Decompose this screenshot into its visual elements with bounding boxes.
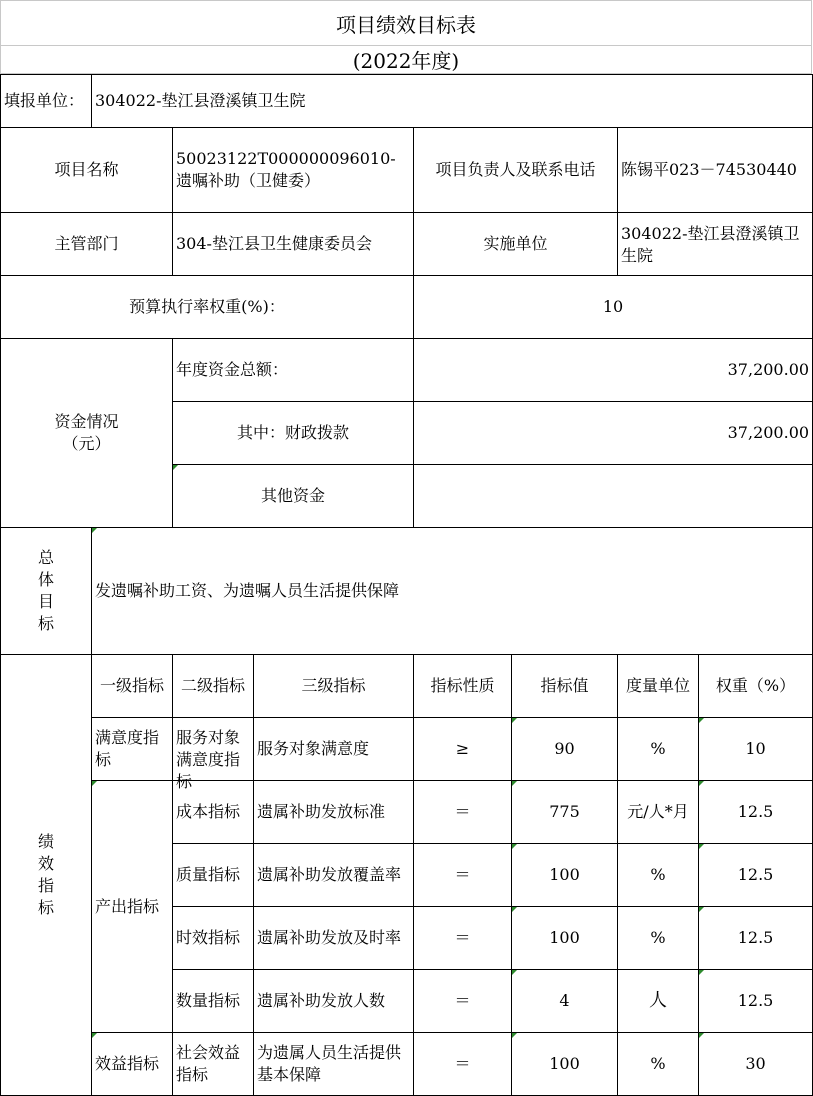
funds-total-value: 37,200.00 [414, 339, 813, 402]
funds-total-row [1, 339, 813, 402]
header-weight: 权重（%） [699, 655, 813, 718]
row-weight: 12.5 [699, 844, 813, 907]
project-leader-value: 陈锡平023－74530440 [618, 128, 813, 213]
row-weight: 30 [699, 1033, 813, 1096]
funds-fiscal-label: 其中：财政拨款 [173, 402, 414, 465]
row-value: 100 [512, 844, 618, 907]
row-weight: 12.5 [699, 907, 813, 970]
header-value: 指标值 [512, 655, 618, 718]
row-nature: ＝ [414, 781, 512, 844]
row-l2-text: 服务对象满意度指标 [176, 728, 241, 791]
project-name-label: 项目名称 [1, 128, 173, 213]
dept-value: 304-垫江县卫生健康委员会 [173, 213, 414, 276]
filing-unit-value: 304022-垫江县澄溪镇卫生院 [92, 75, 813, 128]
overall-value: 发遗嘱补助工资、为遗嘱人员生活提供保障 [92, 528, 813, 655]
row-unit: 元/人*月 [618, 781, 699, 844]
indicator-row [1, 1033, 813, 1096]
sheet-year: (2022年度) [0, 46, 812, 74]
row-unit: % [618, 718, 699, 781]
header-l3: 三级指标 [254, 655, 414, 718]
row-weight: 12.5 [699, 970, 813, 1033]
row-nature: ＝ [414, 844, 512, 907]
overall-target-row [1, 528, 813, 655]
budget-rate-value: 10 [414, 276, 813, 339]
funds-label [1, 339, 173, 528]
funds-other-label: 其他资金 [173, 465, 414, 528]
row-l3: 为遗属人员生活提供基本保障 [254, 1033, 414, 1096]
row-l2: 数量指标 [173, 970, 254, 1033]
impl-value: 304022-垫江县澄溪镇卫生院 [618, 213, 813, 276]
sheet-title: 项目绩效目标表 [0, 0, 812, 46]
department-row [1, 213, 813, 276]
perf-label [1, 655, 92, 1096]
budget-rate-row [1, 276, 813, 339]
row-unit: 人 [618, 970, 699, 1033]
row-l3: 遗属补助发放人数 [254, 970, 414, 1033]
filing-unit-row [1, 75, 813, 128]
row-l1-output: 产出指标 [92, 781, 173, 1033]
project-name-row [1, 128, 813, 213]
row-nature: ＝ [414, 970, 512, 1033]
row-nature: ≥ [414, 718, 512, 781]
row-value: 90 [512, 718, 618, 781]
header-l2: 二级指标 [173, 655, 254, 718]
funds-label-text: 资金情况（元） [54, 412, 119, 453]
target-table [0, 74, 813, 1096]
dept-label: 主管部门 [1, 213, 173, 276]
row-l2: 社会效益指标 [173, 1033, 254, 1096]
budget-rate-label: 预算执行率权重(%)： [1, 276, 414, 339]
row-value: 4 [512, 970, 618, 1033]
row-l3: 遗属补助发放标准 [254, 781, 414, 844]
indicator-row [1, 718, 813, 781]
overall-label-text: 总体目标 [37, 548, 54, 633]
project-name-value: 50023122T000000096010-遗嘱补助（卫健委） [173, 128, 414, 213]
row-l2: 质量指标 [173, 844, 254, 907]
row-l2: 时效指标 [173, 907, 254, 970]
row-weight: 10 [699, 718, 813, 781]
header-unit: 度量单位 [618, 655, 699, 718]
row-value: 100 [512, 907, 618, 970]
row-l3: 服务对象满意度 [254, 718, 414, 781]
filing-unit-label: 填报单位： [1, 75, 92, 128]
row-unit: % [618, 907, 699, 970]
row-value: 100 [512, 1033, 618, 1096]
row-l3: 遗属补助发放覆盖率 [254, 844, 414, 907]
row-value: 775 [512, 781, 618, 844]
project-leader-label: 项目负责人及联系电话 [414, 128, 618, 213]
header-l1: 一级指标 [92, 655, 173, 718]
row-unit: % [618, 1033, 699, 1096]
row-l1: 效益指标 [92, 1033, 173, 1096]
funds-total-label: 年度资金总额： [173, 339, 414, 402]
row-weight: 12.5 [699, 781, 813, 844]
funds-fiscal-value: 37,200.00 [414, 402, 813, 465]
row-l2 [173, 718, 254, 791]
row-unit: % [618, 844, 699, 907]
row-l1: 满意度指标 [92, 718, 173, 781]
row-l2: 成本指标 [173, 781, 254, 844]
row-l3: 遗属补助发放及时率 [254, 907, 414, 970]
indicator-row [1, 781, 813, 844]
header-nature: 指标性质 [414, 655, 512, 718]
row-nature: ＝ [414, 907, 512, 970]
perf-label-text: 绩效指标 [37, 832, 54, 917]
row-nature: ＝ [414, 1033, 512, 1096]
indicator-header-row [1, 655, 813, 718]
impl-label: 实施单位 [414, 213, 618, 276]
overall-label [1, 528, 92, 655]
funds-other-value [414, 465, 813, 528]
